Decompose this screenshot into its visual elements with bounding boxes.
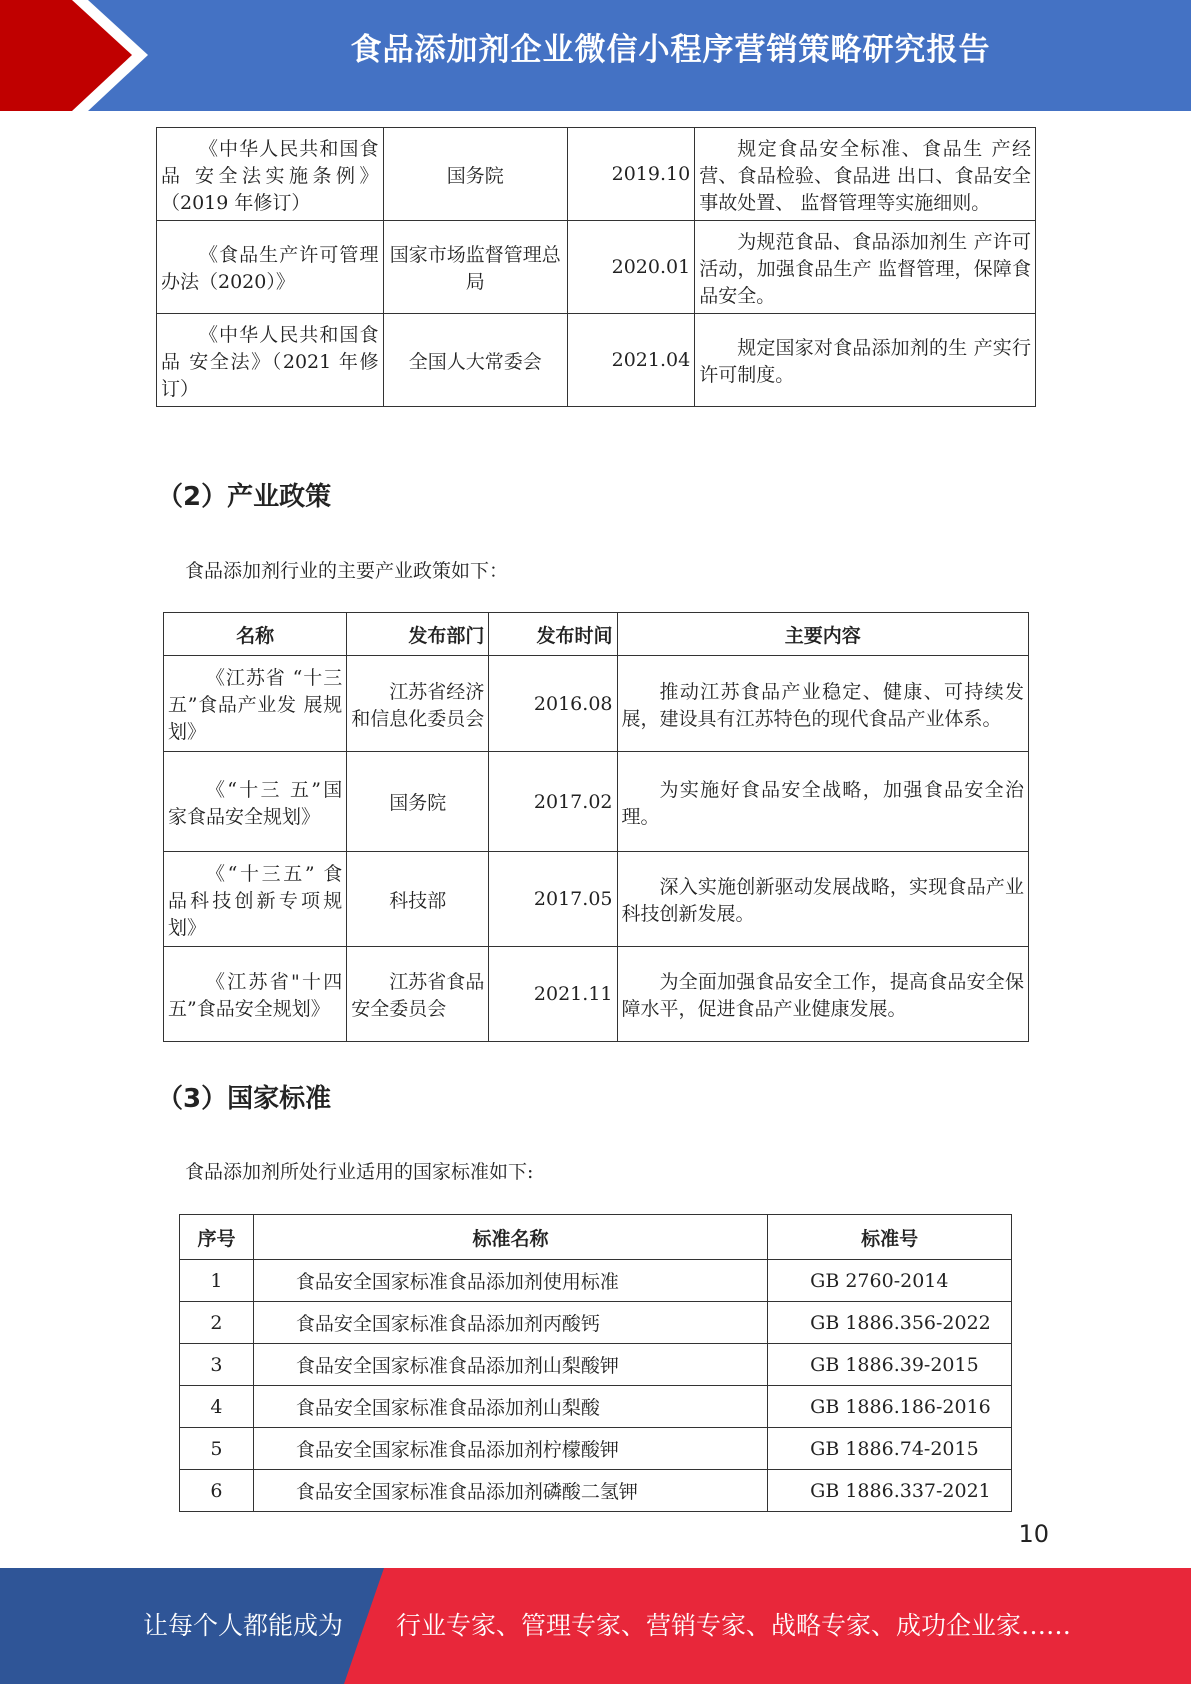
table-cell-standard-name: 食品安全国家标准食品添加剂磷酸二氢钾 — [253, 1470, 767, 1512]
table-cell-no: 2 — [180, 1302, 254, 1344]
footer-slogan-left: 让每个人都能成为 — [143, 1611, 344, 1640]
table-cell-date: 2021.04 — [567, 314, 694, 407]
table-row — [157, 128, 1036, 221]
table-row — [180, 1386, 1012, 1428]
table-row — [164, 947, 1029, 1042]
table-cell-standard-code: GB 1886.74-2015 — [768, 1428, 1012, 1470]
table-cell-standard-name: 食品安全国家标准食品添加剂丙酸钙 — [253, 1302, 767, 1344]
section-intro-industry-policy: 食品添加剂行业的主要产业政策如下： — [185, 560, 509, 582]
table-cell-dept: 国家市场监督管理总局 — [383, 221, 567, 314]
table-cell-standard-code: GB 1886.39-2015 — [768, 1344, 1012, 1386]
table-cell-date: 2016.08 — [489, 656, 617, 752]
table-row — [180, 1470, 1012, 1512]
column-header-content: 主要内容 — [617, 613, 1029, 656]
footer-slogan-right: 行业专家、管理专家、营销专家、战略专家、成功企业家…… — [396, 1611, 1072, 1640]
table-cell-dept: 全国人大常委会 — [383, 314, 567, 407]
section-heading-industry-policy: （2）产业政策 — [157, 482, 332, 512]
table-cell-content: 规定国家对食品添加剂的生 产实行许可制度。 — [695, 314, 1036, 407]
table-cell-date: 2021.11 — [489, 947, 617, 1042]
header-title: 食品添加剂企业微信小程序营销策略研究报告 — [350, 32, 991, 68]
table-row — [180, 1428, 1012, 1470]
table-cell-no: 4 — [180, 1386, 254, 1428]
table-cell-standard-code: GB 1886.356-2022 — [768, 1302, 1012, 1344]
table-cell-name: 《“十三五” 食 品科技创新专项规划》 — [164, 852, 347, 947]
table-cell-dept: 江苏省经济 和信息化委员会 — [347, 656, 489, 752]
table-cell-dept: 国务院 — [347, 752, 489, 852]
table-row — [164, 752, 1029, 852]
table-cell-standard-code: GB 1886.186-2016 — [768, 1386, 1012, 1428]
industry-policy-table — [163, 612, 1029, 1042]
table-cell-content: 规定食品安全标准、食品生 产经营、食品检验、食品进 出口、食品安全事故处置、 监督管理等实施细则。 — [695, 128, 1036, 221]
section-heading-national-standards: （3）国家标准 — [157, 1084, 332, 1114]
table-cell-content: 深入实施创新驱动发展战略，实现食品产业科技创新发展。 — [617, 852, 1029, 947]
national-standards-table — [179, 1214, 1012, 1512]
table-cell-no: 1 — [180, 1260, 254, 1302]
table-cell-name: 《“十三 五”国 家食品安全规划》 — [164, 752, 347, 852]
table-cell-name: 《江苏省 “十三 五”食品产业发 展规划》 — [164, 656, 347, 752]
section-intro-national-standards: 食品添加剂所处行业适用的国家标准如下: — [185, 1161, 534, 1183]
table-header-row — [180, 1215, 1012, 1260]
table-cell-content: 为全面加强食品安全工作，提高食品安全保障水平，促进食品产业健康发展。 — [617, 947, 1029, 1042]
table-cell-standard-code: GB 2760-2014 — [768, 1260, 1012, 1302]
table-cell-content: 推动江苏食品产业稳定、健康、可持续发展，建设具有江苏特色的现代食品产业体系。 — [617, 656, 1029, 752]
table-cell-no: 6 — [180, 1470, 254, 1512]
column-header-date: 发布时间 — [489, 613, 617, 656]
table-cell-dept: 江苏省食品 安全委员会 — [347, 947, 489, 1042]
table-cell-standard-name: 食品安全国家标准食品添加剂山梨酸钾 — [253, 1344, 767, 1386]
table-cell-date: 2017.05 — [489, 852, 617, 947]
table-cell-dept: 国务院 — [383, 128, 567, 221]
table-cell-name: 《食品生产许可管理办法（2020）》 — [157, 221, 384, 314]
table-cell-content: 为规范食品、食品添加剂生 产许可活动，加强食品生产 监督管理，保障食品安全。 — [695, 221, 1036, 314]
column-header-no: 序号 — [180, 1215, 254, 1260]
table-cell-standard-name: 食品安全国家标准食品添加剂柠檬酸钾 — [253, 1428, 767, 1470]
table-row — [164, 656, 1029, 752]
column-header-name: 名称 — [164, 613, 347, 656]
table-row — [180, 1302, 1012, 1344]
table-cell-name: 《中华人民共和国食品 安全法实施条例》（2019 年修订） — [157, 128, 384, 221]
regulations-table — [156, 127, 1036, 407]
table-cell-standard-name: 食品安全国家标准食品添加剂使用标准 — [253, 1260, 767, 1302]
table-row — [180, 1260, 1012, 1302]
table-cell-standard-name: 食品安全国家标准食品添加剂山梨酸 — [253, 1386, 767, 1428]
table-cell-content: 为实施好食品安全战略，加强食品安全治理。 — [617, 752, 1029, 852]
table-cell-standard-code: GB 1886.337-2021 — [768, 1470, 1012, 1512]
column-header-standard-code: 标准号 — [768, 1215, 1012, 1260]
column-header-dept: 发布部门 — [347, 613, 489, 656]
table-row — [157, 221, 1036, 314]
page-footer — [0, 1568, 1191, 1684]
table-cell-name: 《江苏省"十四五”食品安全规划》 — [164, 947, 347, 1042]
table-row — [164, 852, 1029, 947]
table-cell-date: 2019.10 — [567, 128, 694, 221]
page-number: 10 — [1018, 1520, 1049, 1548]
table-row — [180, 1344, 1012, 1386]
table-cell-date: 2017.02 — [489, 752, 617, 852]
table-header-row — [164, 613, 1029, 656]
header-arrow-decoration — [0, 0, 160, 111]
table-row — [157, 314, 1036, 407]
table-cell-date: 2020.01 — [567, 221, 694, 314]
table-cell-no: 3 — [180, 1344, 254, 1386]
table-cell-name: 《中华人民共和国食品 安全法》（2021 年修订） — [157, 314, 384, 407]
column-header-standard-name: 标准名称 — [253, 1215, 767, 1260]
table-cell-no: 5 — [180, 1428, 254, 1470]
page-header — [0, 0, 1191, 111]
table-cell-dept: 科技部 — [347, 852, 489, 947]
